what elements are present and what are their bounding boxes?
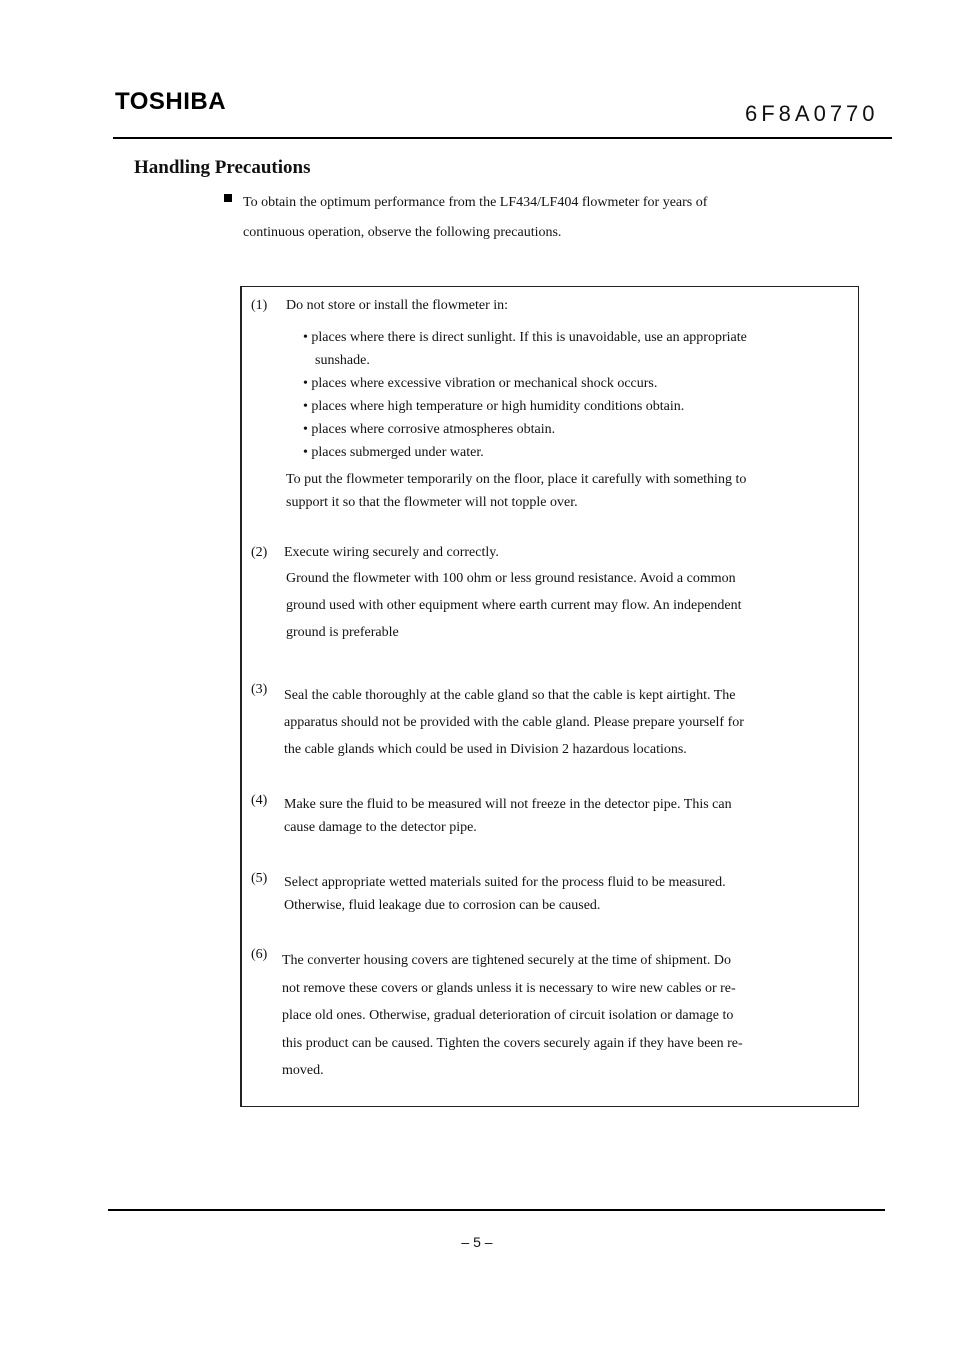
page-title: Handling Precautions (134, 157, 311, 178)
bullet-text: places where excessive vibration or mechanical shock occurs. (311, 376, 658, 391)
item-note: To put the flowmeter temporarily on the floor, place it carefully with something to (286, 472, 747, 487)
precautions-box (240, 286, 859, 1107)
list-item: • places where corrosive atmospheres obtain. (303, 422, 556, 437)
header-rule (113, 137, 892, 139)
item-lead: Do not store or install the flowmeter in: (286, 298, 509, 313)
item-line: apparatus should not be provided with the cable gland. Please prepare yourself for (284, 715, 744, 730)
item-line: Make sure the fluid to be measured will not freeze in the detector pipe. This can (284, 797, 732, 812)
list-item: • places submerged under water. (303, 445, 484, 460)
footer-rule (108, 1209, 885, 1211)
item-line: cause damage to the detector pipe. (284, 820, 477, 835)
intro-line: To obtain the optimum performance from the LF434/LF404 flowmeter for years of (243, 195, 708, 210)
item-line: Seal the cable thoroughly at the cable gland so that the cable is kept airtight. The (284, 688, 736, 703)
intro-paragraph (243, 188, 843, 248)
page-number: – 5 – (461, 1234, 493, 1250)
document-number: 6F8A0770 (745, 101, 879, 126)
item-line: Select appropriate wetted materials suited for the process fluid to be measured. (284, 875, 726, 890)
item-line: not remove these covers or glands unless it is necessary to wire new cables or re- (282, 980, 736, 996)
item-line: Otherwise, fluid leakage due to corrosion can be caused. (284, 898, 601, 913)
item-number: (4) (251, 793, 268, 808)
bullet-text: places where there is direct sunlight. If this is unavoidable, use an appropriate (311, 330, 747, 345)
item-line: ground used with other equipment where earth current may flow. An independent (286, 598, 742, 613)
bullet-text: places submerged under water. (311, 445, 484, 460)
item-lead: Execute wiring securely and correctly. (284, 545, 499, 560)
square-bullet-icon (224, 194, 232, 202)
item-line: the cable glands which could be used in Division 2 hazardous locations. (284, 742, 687, 757)
list-item: • places where there is direct sunlight. If this is unavoidable, use an appropriate (303, 330, 747, 345)
item-line: ground is preferable (286, 625, 399, 640)
bullet-text: places where corrosive atmospheres obtain. (311, 422, 556, 437)
item-number: (2) (251, 545, 268, 560)
item-number: (1) (251, 298, 268, 313)
item-number: (6) (251, 947, 268, 962)
item-line: moved. (282, 1063, 324, 1078)
list-item: • places where excessive vibration or mechanical shock occurs. (303, 376, 658, 391)
item-number: (3) (251, 682, 268, 697)
item-note: support it so that the flowmeter will not topple over. (286, 495, 578, 510)
bullet-text: places where high temperature or high humidity conditions obtain. (311, 399, 685, 414)
brand-logo: TOSHIBA (115, 88, 227, 115)
list-item: • places where high temperature or high humidity conditions obtain. (303, 399, 685, 414)
item-line: The converter housing covers are tightened securely at the time of shipment. Do (282, 953, 732, 968)
item-line: this product can be caused. Tighten the covers securely again if they have been re- (282, 1035, 743, 1051)
item-line: Ground the flowmeter with 100 ohm or less ground resistance. Avoid a common (286, 571, 736, 586)
intro-line: continuous operation, observe the following precautions. (243, 225, 562, 240)
bullet-continuation: sunshade. (315, 353, 370, 368)
item-number: (5) (251, 871, 268, 886)
item-line: place old ones. Otherwise, gradual deterioration of circuit isolation or damage to (282, 1008, 734, 1023)
